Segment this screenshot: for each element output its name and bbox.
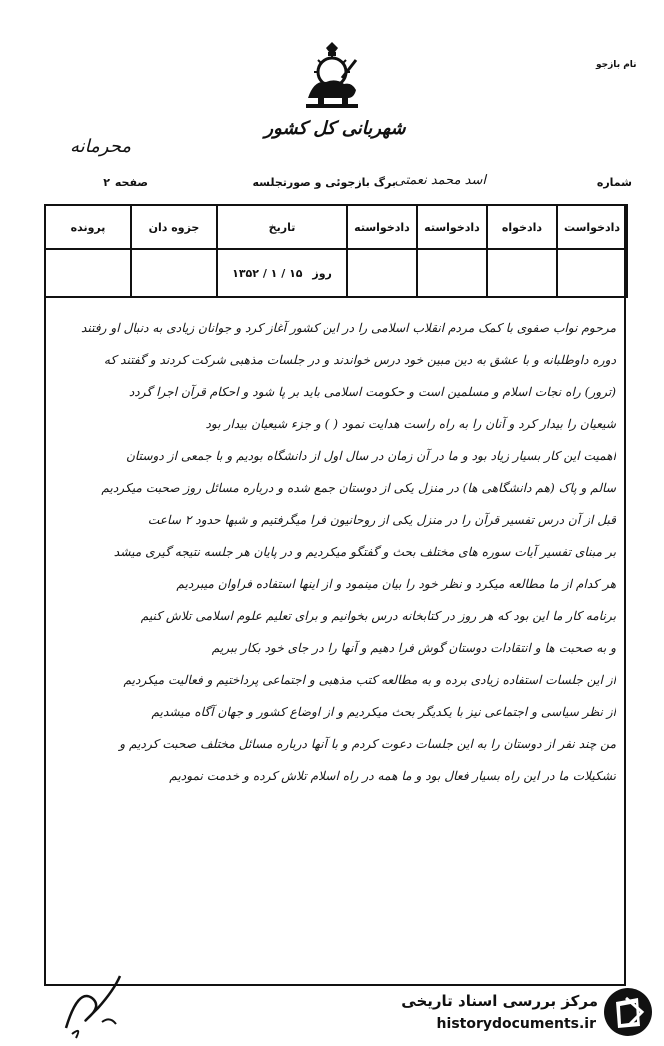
handwritten-signature-icon (58, 968, 128, 1040)
watermark-title: مرکز بررسی اسناد تاریخی (401, 992, 598, 1010)
body-line: هر کدام از ما مطالعه میکرد و نظر خود را بیان مینمود و از اینها استفاده فراوان میبردیم (176, 577, 616, 591)
th-date: تاریخ (217, 205, 347, 249)
th-file: پرونده (45, 205, 131, 249)
handwritten-body (56, 312, 616, 942)
body-line: شیعیان را بیدار کرد و آنان را به راه راست هدایت نمود ( ) و جزء شیعیان بیدار بود (205, 417, 616, 431)
body-line: از این جلسات استفاده زیادی برده و به مطالعه کتب مذهبی و اجتماعی پرداختیم و فعالیت میکردیم (123, 673, 616, 687)
td-file (45, 249, 131, 297)
header-table (44, 204, 628, 298)
td-petition-4 (347, 249, 417, 297)
page-label: صفحه (114, 176, 148, 189)
th-petition-3: دادخواسته (417, 205, 487, 249)
body-line: من چند نفر از دوستان را به این جلسات دعوت کردم و با آنها درباره مسائل مختلف صحبت کردیم و (119, 737, 616, 751)
body-line: برنامه کار ما این بود که هر روز در کتابخانه درس بخوانیم و برای تعلیم علوم اسلامی تلاش کنیم (140, 609, 616, 623)
td-folder (131, 249, 217, 297)
body-line: (ترور) راه نجات اسلام و مسلمین است و حکومت اسلامی باید بر پا شود و احکام قرآن اجرا گردد (128, 385, 616, 399)
th-folder: جزوه دان (131, 205, 217, 249)
page-value: ۲ (103, 176, 110, 189)
form-info-line (56, 173, 636, 198)
body-line: اهمیت این کار بسیار زیاد بود و ما در آن زمان در سال اول از دانشگاه بودیم و با جمعی از دوستان (125, 449, 616, 463)
office-title: شهربانی کل کشور (264, 118, 406, 139)
history-documents-logo-icon (602, 986, 654, 1038)
dept-label: برگ بازجوئی و صورتجلسه (252, 176, 396, 189)
lion-and-sun-emblem-icon (302, 42, 362, 110)
th-petition-4: دادخواسته (347, 205, 417, 249)
th-petition: دادخواست (557, 205, 627, 249)
number-label: شماره (596, 176, 632, 189)
date-value: ۱۵ / ۱ / ۱۳۵۲ (232, 266, 303, 280)
top-left-label: نام بازجو (596, 60, 637, 70)
th-petitioner: دادخواه (487, 205, 557, 249)
body-line: سالم و پاک (هم دانشگاهی ها) در منزل یکی از دوستان جمع شده و درباره مسائل روز صحبت میکردیم (101, 481, 616, 495)
body-line: مرحوم نواب صفوی با کمک مردم انقلاب اسلامی را در این کشور آغاز کرد و جوانان زیادی به دنبال او رفتند (81, 321, 616, 335)
td-petition (557, 249, 627, 297)
body-line: دوره داوطلبانه و با عشق به دین مبین خود درس خواندند و در جلسات مذهبی شرکت کردند و گفتند که (103, 353, 616, 367)
body-line: بر مبنای تفسیر آیات سوره های مختلف بحث و گفتگو میکردیم و در پایان هر جلسه نتیجه گیری میشد (113, 545, 616, 559)
person-name: اسد محمد نعمتی (394, 173, 486, 188)
date-prefix: روز (312, 266, 332, 280)
body-line: از نظر سیاسی و اجتماعی نیز با یکدیگر بحث میکردیم و از اوضاع کشور و جهان آگاه میشدیم (151, 705, 616, 719)
watermark-url[interactable]: historydocuments.ir (436, 1016, 596, 1032)
td-date (217, 249, 347, 297)
handwritten-serial: محرمانه (70, 136, 131, 157)
body-line: قبل از آن درس تفسیر قرآن را در منزل یکی از روحانیون فرا میگرفتیم و شبها حدود ۲ ساعت (147, 513, 616, 527)
td-petitioner (487, 249, 557, 297)
td-petition-3 (417, 249, 487, 297)
body-line: و به صحبت ها و انتقادات دوستان گوش فرا دهیم و آنها را در جای خود بکار ببریم (211, 641, 616, 655)
body-line: تشکیلات ما در این راه بسیار فعال بود و ما همه در راه اسلام تلاش کرده و خدمت نمودیم (169, 769, 616, 783)
